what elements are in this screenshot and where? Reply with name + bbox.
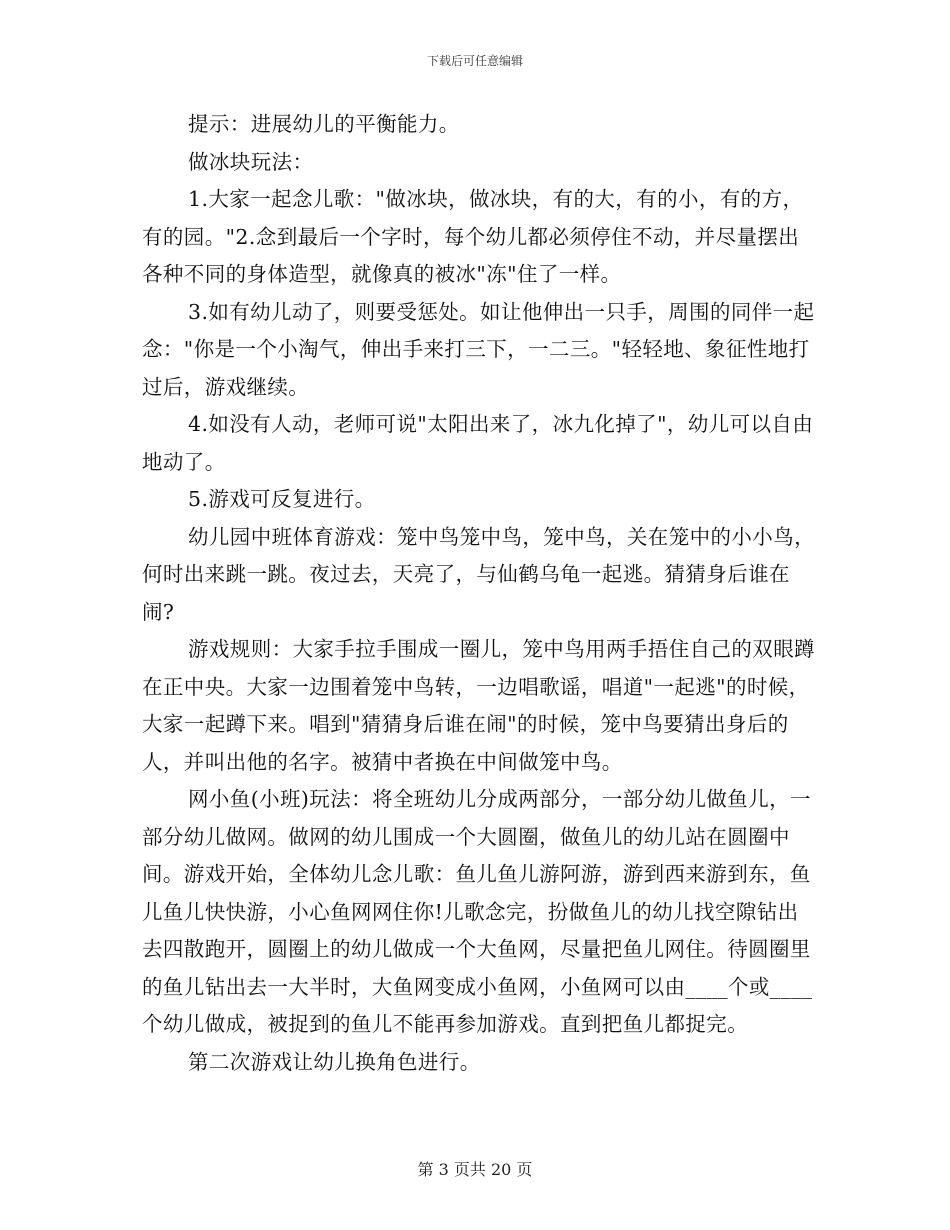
paragraph-ice-step-1-2: 1.大家一起念儿歌："做冰块，做冰块，有的大，有的小，有的方，有的园。"2.念到最后一个字时，每个幼儿都必须停住不动，并尽量摆出各种不同的身体造型，就像真的被冰"冻"住了一样。 — [142, 187, 804, 286]
paragraph-cage-bird-rules: 游戏规则：大家手拉手围成一圈儿，笼中鸟用两手捂住自己的双眼蹲在正中央。大家一边围着笼中鸟转，一边唱歌谣，唱道"一起逃"的时候，大家一起蹲下来。唱到"猜猜身后谁在闹"的时候，笼中鸟要猜出身后的人，并叫出他的名字。被猜中者换在中间做笼中鸟。 — [142, 637, 815, 774]
paragraph-switch-roles: 第二次游戏让幼儿换角色进行。 — [188, 1049, 481, 1074]
paragraph-cage-bird-game: 幼儿园中班体育游戏：笼中鸟笼中鸟，笼中鸟，关在笼中的小小鸟，何时出来跳一跳。夜过去，天亮了，与仙鹤乌龟一起逃。猜猜身后谁在闹? — [142, 524, 815, 624]
paragraph-fish-net-game: 网小鱼(小班)玩法：将全班幼儿分成两部分，一部分幼儿做鱼儿，一部分幼儿做网。做网的幼儿围成一个大圆圈，做鱼儿的幼儿站在圆圈中间。游戏开始，全体幼儿念儿歌：鱼儿鱼儿游阿游，游到西来游到东，鱼儿鱼儿快快游，小心鱼网网住你!儿歌念完，扮做鱼儿的幼儿找空隙钻出去四散跑开，圆圈上的幼儿做成一个大鱼网，尽量把鱼儿网住。待圆圈里的鱼儿钻出去一大半时，大鱼网变成小鱼网，小鱼网可以由____个或____个幼儿做成，被捉到的鱼儿不能再参加游戏。直到把鱼儿都捉完。 — [142, 787, 813, 1036]
page-footer: 第 3 页共 20 页 — [417, 1160, 533, 1179]
paragraph-ice-title: 做冰块玩法： — [188, 149, 314, 174]
paragraph-tip: 提示：进展幼儿的平衡能力。 — [188, 112, 460, 136]
paragraph-ice-step-3: 3.如有幼儿动了，则要受惩处。如让他伸出一只手，周围的同伴一起念："你是一个小淘气，伸出手来打三下，一二三。"轻轻地、象征性地打过后，游戏继续。 — [142, 299, 815, 399]
document-body — [142, 106, 818, 1081]
page-header: 下载后可任意编辑 — [426, 54, 523, 68]
paragraph-ice-step-5: 5.游戏可反复进行。 — [188, 487, 376, 511]
paragraph-ice-step-4: 4.如没有人动，老师可说"太阳出来了，冰九化掉了"，幼儿可以自由地动了。 — [142, 412, 814, 474]
